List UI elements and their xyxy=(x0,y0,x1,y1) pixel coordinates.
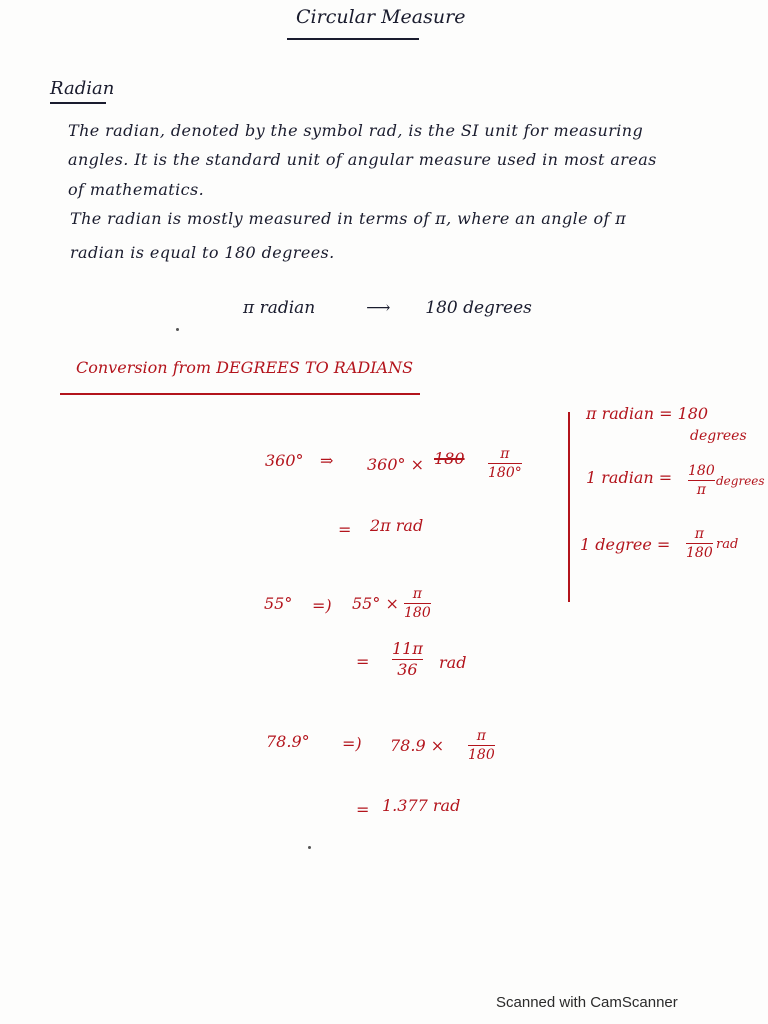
example-1-fraction xyxy=(488,446,522,481)
example-3-equals: = xyxy=(356,800,370,819)
example-1-step: 360° × xyxy=(367,455,425,474)
fraction-numerator: π xyxy=(412,586,422,602)
example-2-equals: = xyxy=(356,652,370,671)
sidebar-line-1: π radian = 180 xyxy=(586,404,709,423)
sidebar-fraction-2 xyxy=(688,463,715,498)
fraction-denominator: π xyxy=(696,482,706,499)
radian-text-line: The radian is mostly measured in terms of π, where an angle of π xyxy=(70,209,627,228)
radian-text-line: The radian, denoted by the symbol rad, is the SI unit for measuring xyxy=(68,121,644,140)
fraction-denominator: 180 xyxy=(686,545,713,562)
radian-underline xyxy=(50,102,106,104)
radian-text-line: of mathematics. xyxy=(68,180,205,199)
sidebar-line-2-unit: degrees xyxy=(716,474,765,488)
relation-left: π radian xyxy=(243,298,316,318)
example-3-implies: =) xyxy=(342,734,362,753)
fraction-numerator: 180 xyxy=(688,463,715,479)
example-1-equals: = xyxy=(338,520,352,539)
example-3-fraction xyxy=(468,728,495,763)
example-3-step: 78.9 × xyxy=(390,736,445,755)
stray-mark xyxy=(308,846,311,849)
arrow-icon: ⟶ xyxy=(366,298,391,318)
fraction-bar xyxy=(688,480,715,481)
scanner-watermark: Scanned with CamScanner xyxy=(496,994,678,1011)
sidebar-line-1-unit: degrees xyxy=(690,428,747,444)
fraction-denominator: 180 xyxy=(468,747,495,764)
fraction-denominator: 36 xyxy=(397,660,418,680)
example-3-lhs: 78.9° xyxy=(266,732,310,751)
pi-relation xyxy=(243,298,532,318)
fraction-bar xyxy=(488,463,522,464)
example-1-cancelled: 180 xyxy=(434,449,465,468)
sidebar-line-3-unit: rad xyxy=(716,537,739,552)
fraction-numerator: 11π xyxy=(392,639,423,658)
example-2-unit: rad xyxy=(439,653,467,672)
example-1-implies: ⇒ xyxy=(320,451,334,470)
example-2-lhs: 55° xyxy=(264,594,293,613)
fraction-denominator: 180 xyxy=(404,605,431,622)
sidebar-line-2: 1 radian = xyxy=(586,468,673,487)
example-1-result: 2π rad xyxy=(370,516,424,535)
radian-heading: Radian xyxy=(50,78,115,99)
title-underline xyxy=(287,38,419,40)
conversion-heading: Conversion from DEGREES TO RADIANS xyxy=(76,358,414,377)
fraction-numerator: π xyxy=(500,446,510,462)
example-2-result-fraction xyxy=(392,640,423,680)
example-3-result: 1.377 rad xyxy=(382,796,461,815)
fraction-bar xyxy=(404,603,431,604)
sidebar-fraction-3 xyxy=(686,526,713,561)
example-1-lhs: 360° xyxy=(265,451,304,470)
fraction-bar xyxy=(468,745,495,746)
relation-right: 180 degrees xyxy=(425,298,532,318)
conversion-underline xyxy=(60,393,420,395)
sidebar-line-3: 1 degree = xyxy=(580,535,671,554)
example-2-implies: =) xyxy=(312,596,332,615)
page-title: Circular Measure xyxy=(296,6,466,28)
stray-mark xyxy=(176,328,179,331)
fraction-denominator: 180° xyxy=(488,465,522,482)
radian-text-line: radian is equal to 180 degrees. xyxy=(70,243,335,262)
fraction-numerator: π xyxy=(476,728,486,744)
example-2-step: 55° × xyxy=(352,594,399,613)
radian-text-line: angles. It is the standard unit of angular measure used in most areas xyxy=(68,150,657,169)
fraction-bar xyxy=(686,543,713,544)
example-2-fraction xyxy=(404,586,431,621)
fraction-numerator: π xyxy=(694,526,704,542)
sidebar-divider xyxy=(568,412,570,602)
